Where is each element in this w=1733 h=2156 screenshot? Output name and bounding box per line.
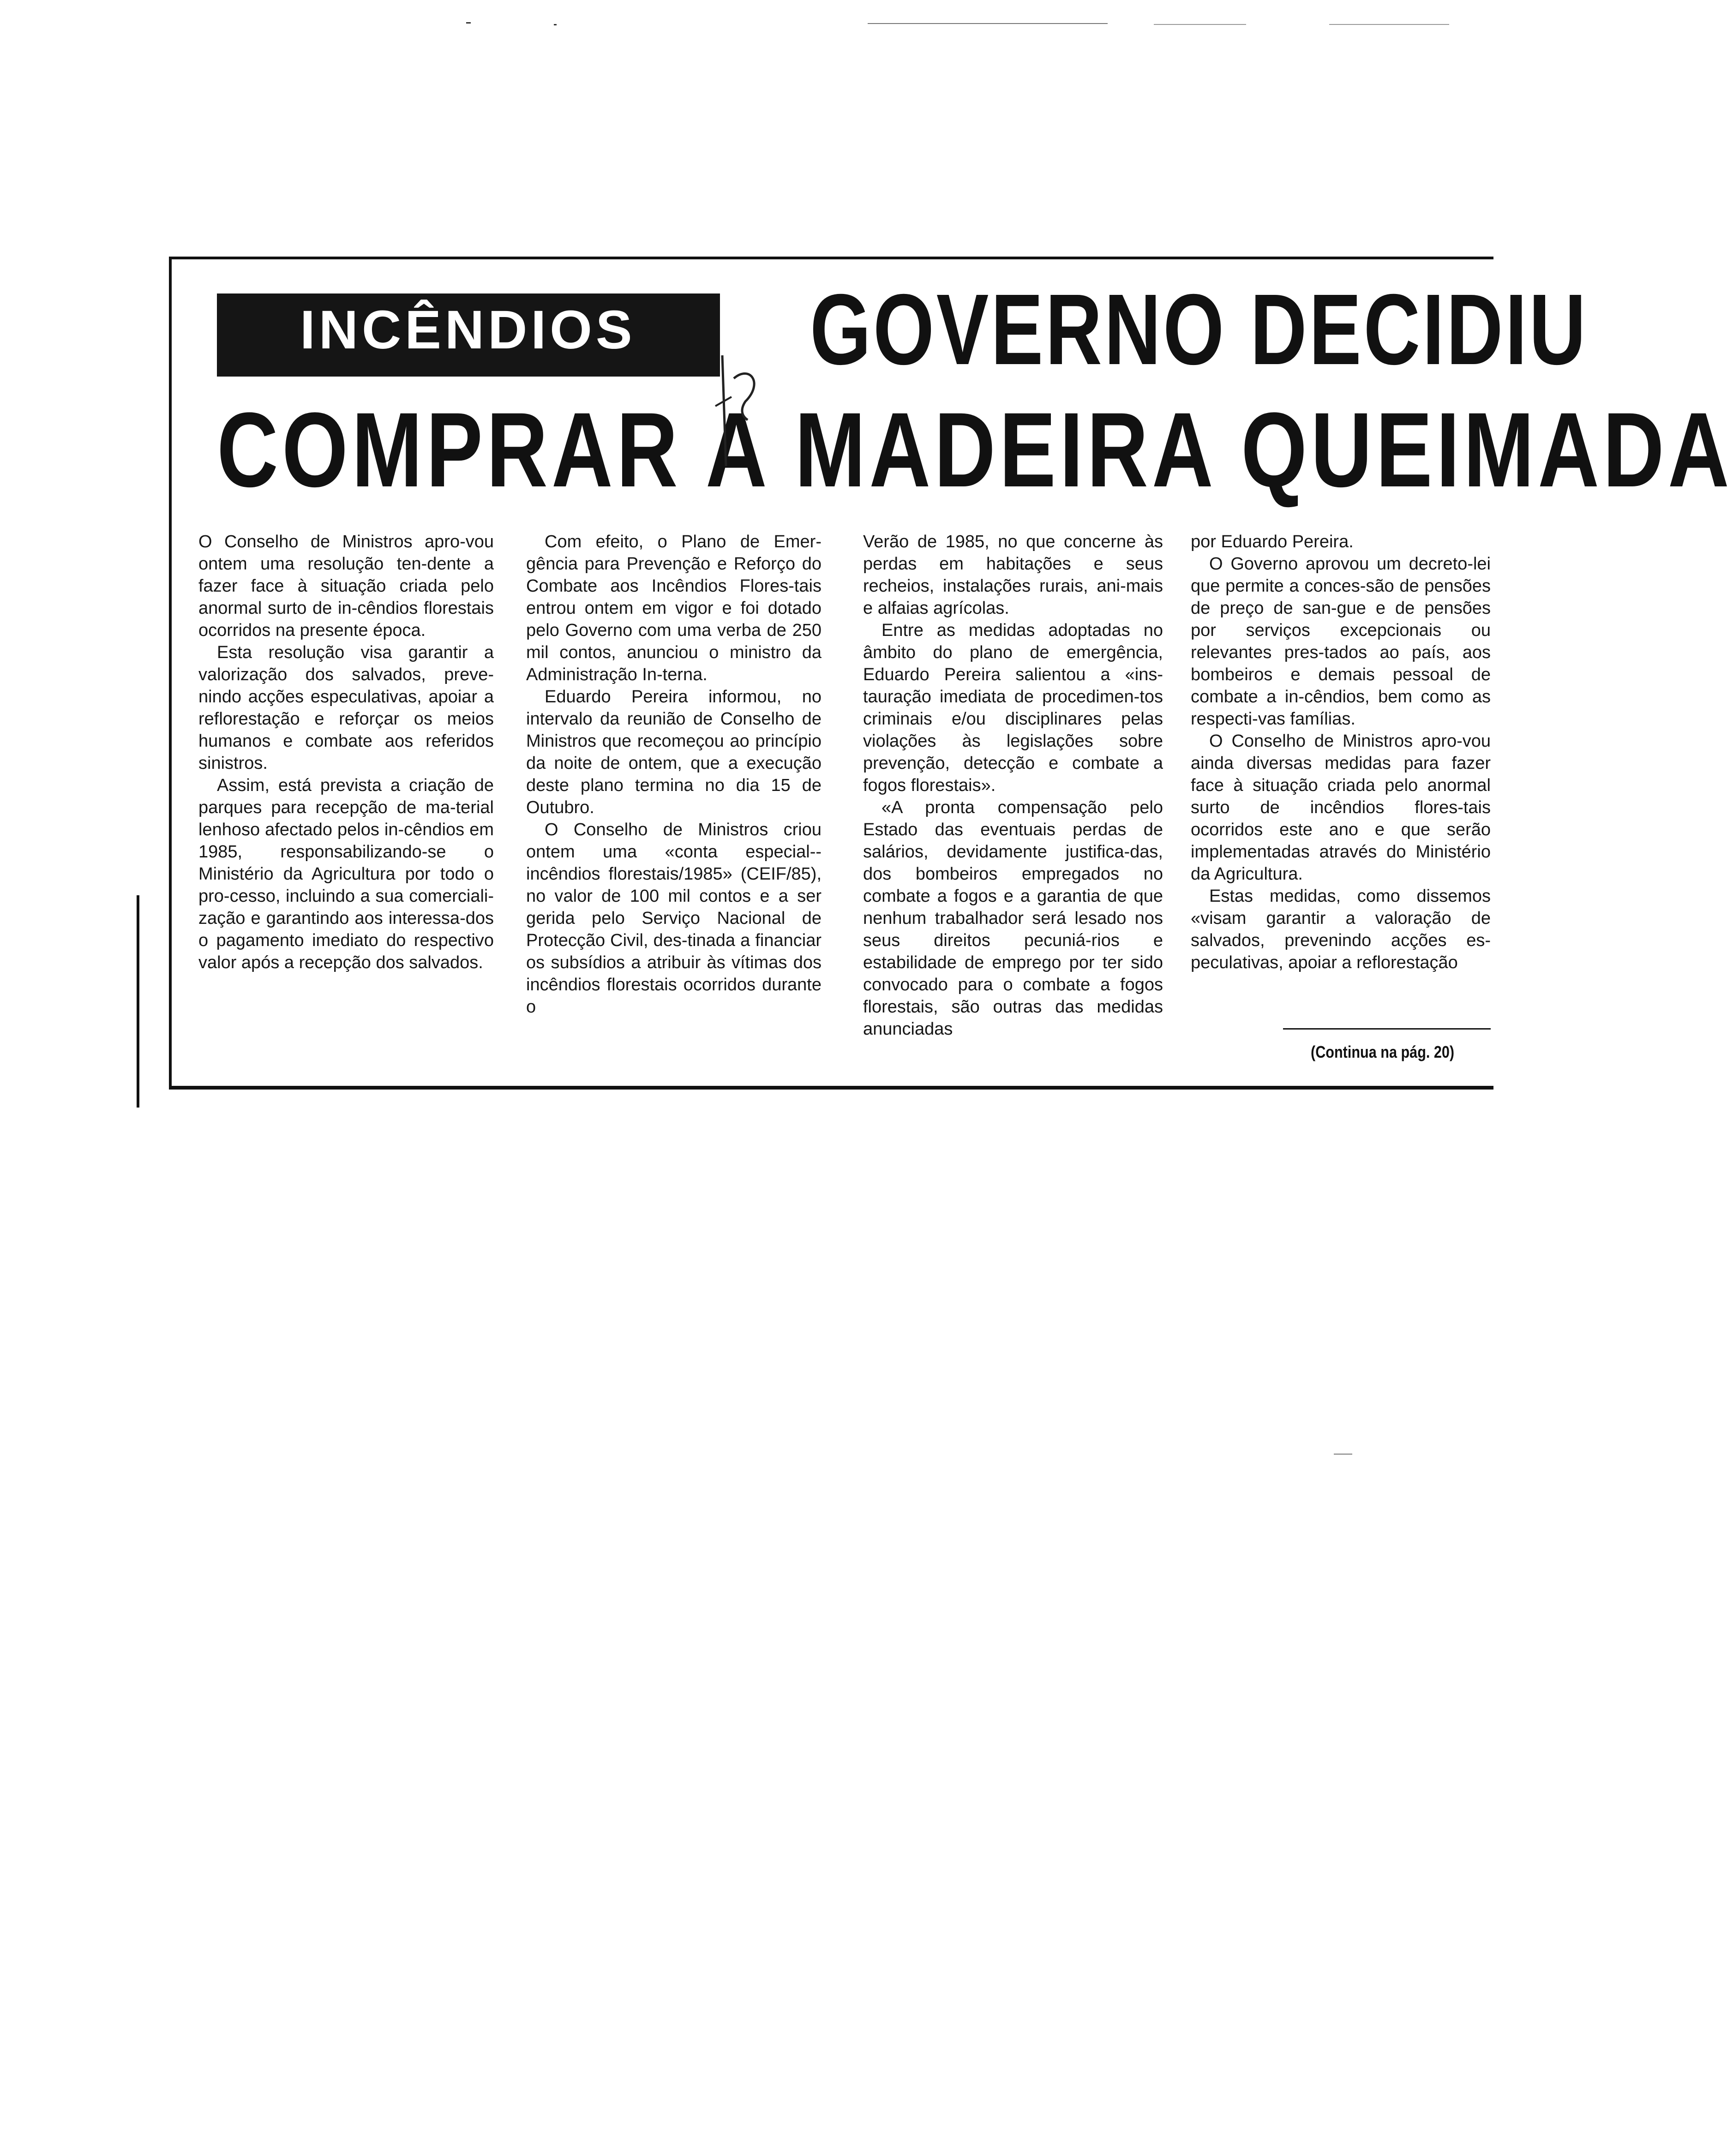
paragraph: «A pronta compensação pelo Estado das eventuais perdas de salários, devidamente justifica-das, dos bombeiros empregados no combate a fogos e a garantia de que nenhum trabalhador será lesado nos seus direitos pecuniá-rios e estabilidade de emprego por ter sido convocado para o combate a fogos florestais, são outras das medidas anunciadas xyxy=(863,798,1163,1039)
kicker-label: INCÊNDIOS xyxy=(300,299,636,360)
article-column-2 xyxy=(526,531,822,1018)
article-column-3 xyxy=(863,531,1163,1040)
paragraph: Com efeito, o Plano de Emer-gência para Prevenção e Reforço do Combate aos Incêndios Flores-tais entrou ontem em vigor e foi dotado pelo Governo com uma verba de 250 mil contos, anunciou o ministro da Administração In-terna. xyxy=(526,532,822,684)
paragraph: Verão de 1985, no que concerne às perdas em habitações e seus recheios, instalações rurais, ani-mais e alfaias agrícolas. xyxy=(863,532,1163,618)
handwritten-mark xyxy=(713,346,768,485)
continuation-rule xyxy=(1283,1028,1491,1030)
headline-line-1: GOVERNO DECIDIU xyxy=(810,274,1588,386)
paragraph: Esta resolução visa garantir a valorização dos salvados, preve-nindo acções especulativas, apoiar a reflorestação e reforçar os meios humanos e combate aos referidos sinistros. xyxy=(198,643,494,773)
paragraph: O Conselho de Ministros apro-vou ainda diversas medidas para fazer face à situação criada pelo anormal surto de incêndios flores-tais ocorridos este ano e que serão implementadas através do Ministério da Agricultura. xyxy=(1191,731,1491,884)
article-column-4 xyxy=(1191,531,1491,974)
paragraph: Estas medidas, como dissemos «visam garantir a valoração de salvados, prevenindo acções es-peculativas, apoiar a reflorestação xyxy=(1191,886,1491,972)
paragraph: Eduardo Pereira informou, no intervalo da reunião de Conselho de Ministros que recomeçou ao princípio da noite de ontem, que a execução deste plano termina no dia 15 de Outubro. xyxy=(526,687,822,817)
scan-speck xyxy=(466,22,471,24)
paragraph: Entre as medidas adoptadas no âmbito do plano de emergência, Eduardo Pereira salientou a «ins-tauração imediata de procedimen-tos criminais e/ou disciplinares pelas violações às legislações sobre prevenção, detecção e combate a fogos florestais». xyxy=(863,621,1163,795)
scan-speck xyxy=(1329,24,1449,25)
scan-speck xyxy=(1334,1454,1352,1455)
scan-speck xyxy=(868,23,1108,24)
continuation-note: (Continua na pág. 20) xyxy=(1311,1042,1455,1061)
scan-speck xyxy=(1154,24,1246,25)
article-column-1 xyxy=(198,531,494,974)
scan-speck xyxy=(554,24,557,25)
paragraph: por Eduardo Pereira. xyxy=(1191,532,1354,551)
paragraph: O Conselho de Ministros apro-vou ontem uma resolução ten-dente a fazer face à situação criada pelo anormal surto de in-cêndios florestais ocorridos na presente época. xyxy=(198,532,494,640)
headline-line-2: COMPRAR A MADEIRA QUEIMADA xyxy=(217,390,1733,509)
paragraph: Assim, está prevista a criação de parques para recepção de ma-terial lenhoso afectado pelos in-cêndios em 1985, responsabilizando-se o Ministério da Agricultura por todo o pro-cesso, incluindo a sua comerciali-zação e garantindo aos interessa-dos o pagamento imediato do respectivo valor após a recepção dos salvados. xyxy=(198,776,494,972)
paragraph: O Governo aprovou um decreto-lei que permite a conces-são de pensões de preço de san-gue e de pensões por serviços excepcionais ou relevantes pres-tados ao país, aos bombeiros e demais pessoal de combate a in-cêndios, bem como as respecti-vas famílias. xyxy=(1191,554,1491,729)
left-margin-rule xyxy=(137,895,139,1108)
paragraph: O Conselho de Ministros criou ontem uma «conta especial--incêndios florestais/1985» (CEIF/85), no valor de 100 mil contos e a ser gerida pelo Serviço Nacional de Protecção Civil, des-tinada a financiar os subsídios a atribuir às vítimas dos incêndios florestais ocorridos durante o xyxy=(526,820,822,1017)
